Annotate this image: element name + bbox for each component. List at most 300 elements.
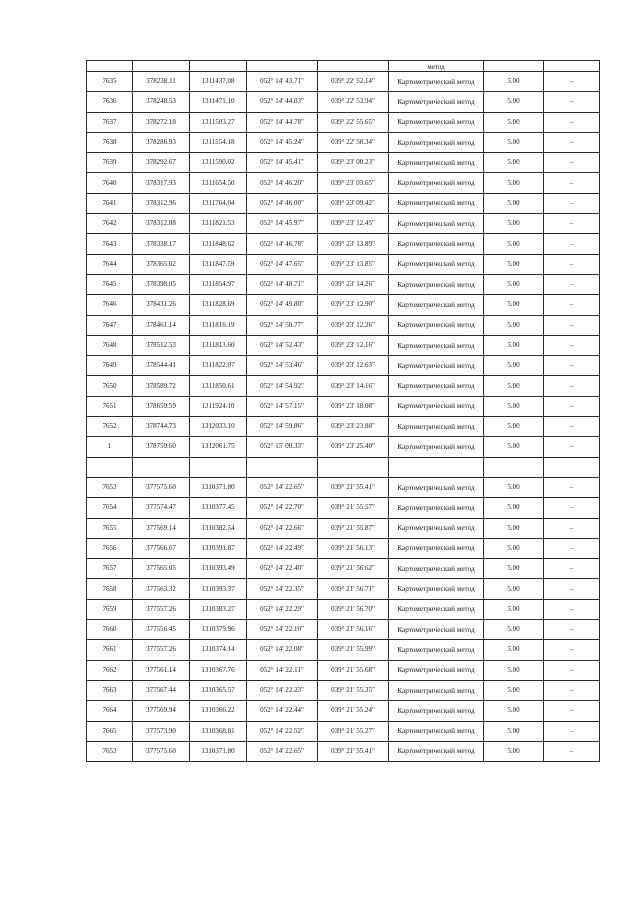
longitude-cell: 039° 23' 25.40" [318,437,389,457]
coord-y-cell: 1310393.37 [190,579,247,599]
accuracy-cell: 5.00 [484,254,544,274]
table-row [87,274,600,294]
accuracy-cell: 5.00 [484,599,544,619]
point-number-cell: 7637 [87,112,133,132]
latitude-cell: 052° 14' 54.92" [247,376,318,396]
longitude-cell: 039° 23' 18.08" [318,396,389,416]
table-row [87,579,600,599]
coord-y-cell: 1311847.59 [190,254,247,274]
latitude-cell: 052° 14' 22.10" [247,620,318,640]
latitude-cell: 052° 14' 45.97" [247,214,318,234]
table-body [87,61,600,762]
latitude-cell: 052° 14' 49.80" [247,295,318,315]
coord-x-cell: 378589.72 [133,376,190,396]
latitude-cell: 052° 14' 46.78" [247,234,318,254]
coord-y-cell: 1310391.87 [190,538,247,558]
coord-x-cell: 377557.26 [133,599,190,619]
coord-y-cell: 1310382.54 [190,518,247,538]
coordinates-table [86,60,600,762]
longitude-cell: 039° 23' 14.16" [318,376,389,396]
table-row [87,295,600,315]
coord-y-cell: 1311848.62 [190,234,247,254]
table-row [87,498,600,518]
table-cell [87,61,133,72]
method-cell: Картометрический метод [389,173,484,193]
coord-x-cell: 377575.60 [133,741,190,761]
coord-x-cell: 377561.14 [133,660,190,680]
latitude-cell: 052° 15' 00.33" [247,437,318,457]
accuracy-cell: 5.00 [484,193,544,213]
coord-x-cell: 378365.02 [133,254,190,274]
method-cell: Картометрический метод [389,214,484,234]
point-number-cell: 7650 [87,376,133,396]
point-number-cell: 7653 [87,477,133,497]
table-row [87,315,600,335]
accuracy-cell: 5.00 [484,274,544,294]
longitude-cell: 039° 23' 03.65" [318,173,389,193]
method-cell: метод [389,61,484,72]
table-row [87,193,600,213]
coord-y-cell: 1310371.80 [190,741,247,761]
method-cell: Картометрический метод [389,498,484,518]
table-row [87,660,600,680]
method-cell: Картометрический метод [389,335,484,355]
latitude-cell: 052° 14' 45.24" [247,132,318,152]
note-cell: – [544,721,600,741]
coord-y-cell: 1311828.69 [190,295,247,315]
accuracy-cell: 5.00 [484,356,544,376]
longitude-cell: 039° 21' 55.87" [318,518,389,538]
longitude-cell: 039° 21' 56.62" [318,559,389,579]
longitude-cell: 039° 22' 58.34" [318,132,389,152]
accuracy-cell: 5.00 [484,498,544,518]
longitude-cell: 039° 23' 12.63" [318,356,389,376]
method-cell: Картометрический метод [389,254,484,274]
table-row [87,92,600,112]
longitude-cell: 039° 21' 55.41" [318,477,389,497]
longitude-cell: 039° 23' 12.45" [318,214,389,234]
coord-x-cell: 378338.17 [133,234,190,254]
latitude-cell: 052° 14' 22.23" [247,680,318,700]
coord-y-cell: 1310368.81 [190,721,247,741]
method-cell: Картометрический метод [389,92,484,112]
note-cell: – [544,132,600,152]
table-row [87,112,600,132]
point-number-cell: 7645 [87,274,133,294]
note-cell: – [544,72,600,92]
note-cell: – [544,214,600,234]
point-number-cell: 7654 [87,498,133,518]
coord-x-cell: 377557.26 [133,640,190,660]
longitude-cell: 039° 21' 55.41" [318,741,389,761]
latitude-cell: 052° 14' 53.46" [247,356,318,376]
accuracy-cell: 5.00 [484,559,544,579]
point-number-cell: 7639 [87,153,133,173]
accuracy-cell: 5.00 [484,132,544,152]
empty-cell [247,457,318,477]
point-number-cell: 7665 [87,721,133,741]
method-cell: Картометрический метод [389,701,484,721]
note-cell: – [544,234,600,254]
coord-x-cell: 377575.60 [133,477,190,497]
point-number-cell: 7644 [87,254,133,274]
method-cell: Картометрический метод [389,620,484,640]
table-row [87,640,600,660]
point-number-cell: 7638 [87,132,133,152]
point-number-cell: 7635 [87,72,133,92]
point-number-cell: 7652 [87,417,133,437]
longitude-cell: 039° 21' 56.16" [318,620,389,640]
note-cell: – [544,518,600,538]
method-cell: Картометрический метод [389,741,484,761]
note-cell: – [544,193,600,213]
table-row [87,518,600,538]
note-cell: – [544,538,600,558]
longitude-cell: 039° 22' 52.14" [318,72,389,92]
table-row [87,254,600,274]
note-cell: – [544,701,600,721]
longitude-cell: 039° 23' 23.88" [318,417,389,437]
note-cell: – [544,437,600,457]
note-cell: – [544,396,600,416]
point-number-cell: 7658 [87,579,133,599]
accuracy-cell: 5.00 [484,417,544,437]
note-cell: – [544,599,600,619]
coord-y-cell: 1311924.10 [190,396,247,416]
method-cell: Картометрический метод [389,72,484,92]
note-cell: – [544,559,600,579]
note-cell: – [544,274,600,294]
point-number-cell: 7636 [87,92,133,112]
empty-cell [190,457,247,477]
point-number-cell: 7655 [87,518,133,538]
accuracy-cell: 5.00 [484,112,544,132]
accuracy-cell: 5.00 [484,396,544,416]
longitude-cell: 039° 23' 13.85" [318,254,389,274]
longitude-cell: 039° 23' 12.90" [318,295,389,315]
longitude-cell: 039° 21' 55.24" [318,701,389,721]
coord-x-cell: 377569.94 [133,701,190,721]
point-number-cell: 7659 [87,599,133,619]
coord-y-cell: 1311654.50 [190,173,247,193]
coord-y-cell: 1310367.76 [190,660,247,680]
latitude-cell: 052° 14' 22.52" [247,721,318,741]
latitude-cell: 052° 14' 22.08" [247,640,318,660]
coord-y-cell: 1311850.61 [190,376,247,396]
note-cell: – [544,417,600,437]
method-cell: Картометрический метод [389,356,484,376]
table-row [87,132,600,152]
point-number-cell: 7653 [87,741,133,761]
coord-y-cell: 1312061.75 [190,437,247,457]
longitude-cell: 039° 21' 56.70" [318,599,389,619]
note-cell: – [544,640,600,660]
longitude-cell: 039° 21' 55.57" [318,498,389,518]
note-cell: – [544,254,600,274]
coord-y-cell: 1311813.60 [190,335,247,355]
table-row [87,173,600,193]
latitude-cell: 052° 14' 22.49" [247,538,318,558]
note-cell: – [544,498,600,518]
table-row [87,234,600,254]
table-row [87,599,600,619]
table-cell [133,61,190,72]
coord-x-cell: 378431.26 [133,295,190,315]
latitude-cell: 052° 14' 46.00" [247,193,318,213]
coord-x-cell: 378292.67 [133,153,190,173]
note-cell: – [544,477,600,497]
note-cell: – [544,295,600,315]
latitude-cell: 052° 14' 43.71" [247,72,318,92]
method-cell: Картометрический метод [389,579,484,599]
accuracy-cell: 5.00 [484,234,544,254]
coord-y-cell: 1311437.08 [190,72,247,92]
point-number-cell: 7647 [87,315,133,335]
accuracy-cell: 5.00 [484,335,544,355]
longitude-cell: 039° 21' 55.68" [318,660,389,680]
table-cell [544,61,600,72]
accuracy-cell: 5.00 [484,295,544,315]
coord-y-cell: 1311503.27 [190,112,247,132]
coord-x-cell: 378286.93 [133,132,190,152]
table-row [87,417,600,437]
note-cell: – [544,356,600,376]
coord-x-cell: 378659.59 [133,396,190,416]
method-cell: Картометрический метод [389,132,484,152]
point-number-cell: 7646 [87,295,133,315]
latitude-cell: 052° 14' 22.29" [247,599,318,619]
latitude-cell: 052° 14' 47.65" [247,254,318,274]
table-row [87,559,600,579]
coord-y-cell: 1311816.19 [190,315,247,335]
longitude-cell: 039° 23' 13.89" [318,234,389,254]
method-cell: Картометрический метод [389,477,484,497]
coord-y-cell: 1311854.97 [190,274,247,294]
accuracy-cell: 5.00 [484,92,544,112]
point-number-cell: 7648 [87,335,133,355]
coord-x-cell: 377574.47 [133,498,190,518]
accuracy-cell: 5.00 [484,721,544,741]
point-number-cell: 7664 [87,701,133,721]
accuracy-cell: 5.00 [484,579,544,599]
accuracy-cell: 5.00 [484,620,544,640]
note-cell: – [544,579,600,599]
longitude-cell: 039° 23' 12.26" [318,315,389,335]
coord-x-cell: 378398.05 [133,274,190,294]
longitude-cell: 039° 22' 53.94" [318,92,389,112]
latitude-cell: 052° 14' 59.86" [247,417,318,437]
method-cell: Картометрический метод [389,112,484,132]
table-row [87,721,600,741]
coord-x-cell: 378512.53 [133,335,190,355]
empty-cell [87,457,133,477]
coord-x-cell: 377573.90 [133,721,190,741]
note-cell: – [544,660,600,680]
coord-y-cell: 1310371.80 [190,477,247,497]
separator-row [87,457,600,477]
method-cell: Картометрический метод [389,538,484,558]
longitude-cell: 039° 21' 55.35" [318,680,389,700]
longitude-cell: 039° 22' 55.65" [318,112,389,132]
coord-x-cell: 378312.96 [133,193,190,213]
latitude-cell: 052° 14' 22.40" [247,559,318,579]
coord-y-cell: 1310383.27 [190,599,247,619]
table-cell [484,61,544,72]
method-cell: Картометрический метод [389,559,484,579]
table-row [87,538,600,558]
latitude-cell: 052° 14' 57.15" [247,396,318,416]
method-cell: Картометрический метод [389,417,484,437]
method-cell: Картометрический метод [389,518,484,538]
coord-y-cell: 1310393.49 [190,559,247,579]
method-cell: Картометрический метод [389,274,484,294]
longitude-cell: 039° 23' 12.16" [318,335,389,355]
empty-cell [318,457,389,477]
coord-y-cell: 1312033.10 [190,417,247,437]
latitude-cell: 052° 14' 48.71" [247,274,318,294]
accuracy-cell: 5.00 [484,315,544,335]
point-number-cell: 7663 [87,680,133,700]
latitude-cell: 052° 14' 50.77" [247,315,318,335]
accuracy-cell: 5.00 [484,153,544,173]
coord-y-cell: 1310379.96 [190,620,247,640]
note-cell: – [544,92,600,112]
method-cell: Картометрический метод [389,721,484,741]
method-cell: Картометрический метод [389,680,484,700]
coord-y-cell: 1311764.04 [190,193,247,213]
note-cell: – [544,741,600,761]
coord-x-cell: 378248.53 [133,92,190,112]
method-cell: Картометрический метод [389,660,484,680]
accuracy-cell: 5.00 [484,214,544,234]
continuation-row [87,61,600,72]
method-cell: Картометрический метод [389,234,484,254]
coord-x-cell: 377565.05 [133,559,190,579]
coord-x-cell: 378759.60 [133,437,190,457]
coord-x-cell: 377566.67 [133,538,190,558]
point-number-cell: 7651 [87,396,133,416]
method-cell: Картометрический метод [389,437,484,457]
table-row [87,335,600,355]
coord-x-cell: 378272.18 [133,112,190,132]
coord-x-cell: 378238.11 [133,72,190,92]
latitude-cell: 052° 14' 22.65" [247,741,318,761]
method-cell: Картометрический метод [389,376,484,396]
accuracy-cell: 5.00 [484,538,544,558]
table-cell [247,61,318,72]
accuracy-cell: 5.00 [484,680,544,700]
point-number-cell: 7660 [87,620,133,640]
coord-y-cell: 1311554.18 [190,132,247,152]
latitude-cell: 052° 14' 22.35" [247,579,318,599]
longitude-cell: 039° 21' 56.13" [318,538,389,558]
point-number-cell: 7643 [87,234,133,254]
table-row [87,437,600,457]
coord-x-cell: 377567.44 [133,680,190,700]
coord-x-cell: 378317.93 [133,173,190,193]
point-number-cell: 7657 [87,559,133,579]
note-cell: – [544,153,600,173]
empty-cell [544,457,600,477]
latitude-cell: 052° 14' 44.78" [247,112,318,132]
coord-x-cell: 378312.88 [133,214,190,234]
accuracy-cell: 5.00 [484,437,544,457]
latitude-cell: 052° 14' 22.11" [247,660,318,680]
table-row [87,620,600,640]
point-number-cell: 7640 [87,173,133,193]
table-cell [318,61,389,72]
accuracy-cell: 5.00 [484,72,544,92]
table-row [87,741,600,761]
coord-x-cell: 378744.73 [133,417,190,437]
empty-cell [133,457,190,477]
coord-y-cell: 1311471.10 [190,92,247,112]
accuracy-cell: 5.00 [484,477,544,497]
latitude-cell: 052° 14' 44.03" [247,92,318,112]
coord-x-cell: 377569.14 [133,518,190,538]
method-cell: Картометрический метод [389,640,484,660]
point-number-cell: 7641 [87,193,133,213]
longitude-cell: 039° 21' 55.27" [318,721,389,741]
coord-y-cell: 1311822.07 [190,356,247,376]
coord-y-cell: 1310366.22 [190,701,247,721]
accuracy-cell: 5.00 [484,660,544,680]
latitude-cell: 052° 14' 22.70" [247,498,318,518]
coord-y-cell: 1311821.53 [190,214,247,234]
accuracy-cell: 5.00 [484,640,544,660]
note-cell: – [544,173,600,193]
point-number-cell: 7649 [87,356,133,376]
table-cell [190,61,247,72]
table-row [87,376,600,396]
coord-y-cell: 1311590.02 [190,153,247,173]
empty-cell [484,457,544,477]
table-row [87,680,600,700]
accuracy-cell: 5.00 [484,518,544,538]
table-row [87,214,600,234]
note-cell: – [544,335,600,355]
empty-cell [389,457,484,477]
table-row [87,477,600,497]
table-row [87,701,600,721]
note-cell: – [544,680,600,700]
method-cell: Картометрический метод [389,396,484,416]
note-cell: – [544,112,600,132]
accuracy-cell: 5.00 [484,173,544,193]
coord-x-cell: 377563.32 [133,579,190,599]
longitude-cell: 039° 23' 00.23" [318,153,389,173]
accuracy-cell: 5.00 [484,376,544,396]
coord-y-cell: 1310365.57 [190,680,247,700]
longitude-cell: 039° 23' 09.42" [318,193,389,213]
table-row [87,356,600,376]
accuracy-cell: 5.00 [484,701,544,721]
note-cell: – [544,315,600,335]
coord-y-cell: 1310377.45 [190,498,247,518]
point-number-cell: 7662 [87,660,133,680]
method-cell: Картометрический метод [389,295,484,315]
table-row [87,153,600,173]
point-number-cell: 7642 [87,214,133,234]
note-cell: – [544,376,600,396]
latitude-cell: 052° 14' 22.65" [247,477,318,497]
method-cell: Картометрический метод [389,193,484,213]
coord-x-cell: 378461.14 [133,315,190,335]
latitude-cell: 052° 14' 52.43" [247,335,318,355]
point-number-cell: 7661 [87,640,133,660]
coord-y-cell: 1310374.14 [190,640,247,660]
method-cell: Картометрический метод [389,153,484,173]
